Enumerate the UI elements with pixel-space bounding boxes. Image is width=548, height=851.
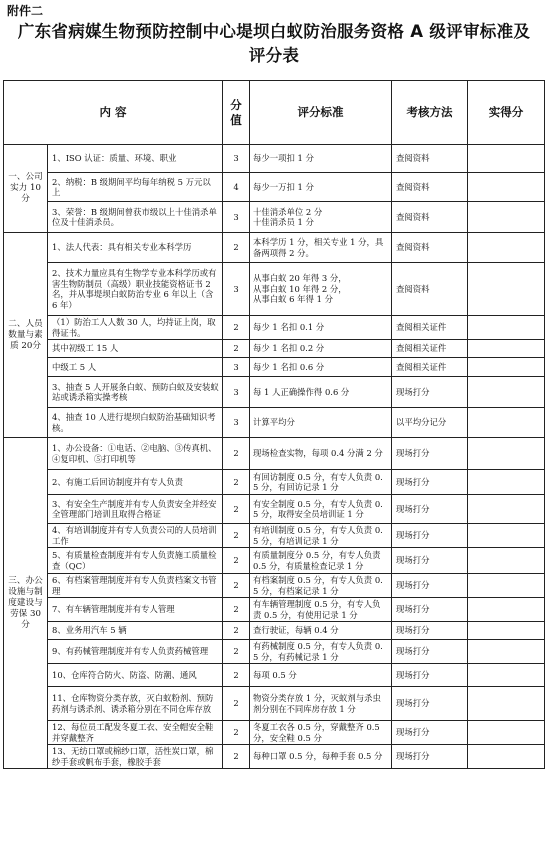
- item-content: 1、ISO 认证：质量、环境、职业: [48, 145, 223, 173]
- item-method: 现场打分: [392, 524, 468, 548]
- section-name: 一、公司实力 10分: [4, 145, 48, 233]
- table-row: [4, 640, 545, 664]
- item-score: 2: [223, 340, 250, 358]
- title-line-2: 评分表: [248, 46, 300, 65]
- item-content: 13、无纺口罩或棉纱口罩，活性炭口罩，棉纱手套或帆布手套，橡胶手套: [48, 745, 223, 769]
- table-row: [4, 574, 545, 598]
- header-method: 考核方法: [392, 81, 468, 145]
- table-row: [4, 598, 545, 622]
- item-content: 其中初级工 15 人: [48, 340, 223, 358]
- item-content: 8、业务用汽车 5 辆: [48, 622, 223, 640]
- item-standard: 每少 1 名扣 0.6 分: [250, 358, 392, 377]
- item-content: 2、纳税：B 级期间平均每年纳税 5 万元以上: [48, 173, 223, 202]
- table-row: [4, 358, 545, 377]
- title-line-1: 广东省病媒生物预防控制中心堤坝白蚁防治服务资格 A 级评审标准及: [17, 22, 531, 41]
- item-content: 1、法人代表：具有相关专业本科学历: [48, 233, 223, 263]
- item-actual-score: [468, 687, 545, 721]
- item-method: 现场打分: [392, 622, 468, 640]
- item-method: 现场打分: [392, 495, 468, 524]
- item-standard: 每项 0.5 分: [250, 664, 392, 687]
- table-row: [4, 524, 545, 548]
- item-score: 3: [223, 408, 250, 438]
- item-actual-score: [468, 316, 545, 340]
- item-method: 现场打分: [392, 377, 468, 408]
- item-actual-score: [468, 574, 545, 598]
- table-row: [4, 340, 545, 358]
- item-score: 2: [223, 316, 250, 340]
- item-actual-score: [468, 377, 545, 408]
- table-row: [4, 438, 545, 470]
- item-actual-score: [468, 173, 545, 202]
- table-row: [4, 202, 545, 233]
- item-method: 现场打分: [392, 438, 468, 470]
- item-method: 查阅资料: [392, 202, 468, 233]
- item-actual-score: [468, 745, 545, 769]
- item-score: 3: [223, 202, 250, 233]
- item-score: 2: [223, 598, 250, 622]
- header-standard: 评分标准: [250, 81, 392, 145]
- item-content: 中级工 5 人: [48, 358, 223, 377]
- item-score: 4: [223, 173, 250, 202]
- table-row: [4, 408, 545, 438]
- item-content: 2、技术力量应具有生物学专业本科学历或有害生物防制员（高级）职业技能资格证书 2 名，并从事堤坝白蚁防治专业 6 年以上（含 6 年）: [48, 263, 223, 316]
- item-method: 查阅资料: [392, 173, 468, 202]
- item-score: 3: [223, 358, 250, 377]
- table-row: [4, 622, 545, 640]
- item-method: 查阅相关证件: [392, 340, 468, 358]
- item-score: 2: [223, 233, 250, 263]
- item-standard: 每少 1 名扣 0.1 分: [250, 316, 392, 340]
- item-standard: 十佳消杀单位 2 分 十佳消杀员 1 分: [250, 202, 392, 233]
- item-actual-score: [468, 495, 545, 524]
- section-name: 二、人员数量与素质 20分: [4, 233, 48, 438]
- item-score: 2: [223, 664, 250, 687]
- item-actual-score: [468, 524, 545, 548]
- item-actual-score: [468, 438, 545, 470]
- item-score: 2: [223, 548, 250, 574]
- item-method: 现场打分: [392, 687, 468, 721]
- table-row: [4, 470, 545, 495]
- item-score: 2: [223, 524, 250, 548]
- item-score: 2: [223, 438, 250, 470]
- item-content: 4、有培训制度并有专人负责公司的人员培训工作: [48, 524, 223, 548]
- item-method: 以平均分记分: [392, 408, 468, 438]
- table-row: [4, 173, 545, 202]
- table-row: [4, 233, 545, 263]
- header-score: 分值: [223, 81, 250, 145]
- item-standard: 有车辆管理制度 0.5 分，有专人负责 0.5 分，有使用记录 1 分: [250, 598, 392, 622]
- item-standard: 有药械制度 0.5 分，有专人负责 0.5 分，有药械记录 1 分: [250, 640, 392, 664]
- item-method: 查阅相关证件: [392, 316, 468, 340]
- item-actual-score: [468, 145, 545, 173]
- item-method: 查阅相关证件: [392, 358, 468, 377]
- item-actual-score: [468, 470, 545, 495]
- item-content: 2、有施工后回访制度并有专人负责: [48, 470, 223, 495]
- item-score: 2: [223, 495, 250, 524]
- item-content: 6、有档案管理制度并有专人负责档案文书管理: [48, 574, 223, 598]
- item-content: 4、抽查 10 人进行堤坝白蚁防治基础知识考核。: [48, 408, 223, 438]
- item-actual-score: [468, 263, 545, 316]
- table-row: [4, 316, 545, 340]
- table-row: [4, 745, 545, 769]
- item-standard: 有质量制度分 0.5 分，有专人负责 0.5 分，有质量检查记录 1 分: [250, 548, 392, 574]
- item-actual-score: [468, 340, 545, 358]
- item-content: 3、荣誉：B 级期间曾获市级以上十佳消杀单位及十佳消杀员。: [48, 202, 223, 233]
- table-row: [4, 145, 545, 173]
- item-standard: 查行驶证，每辆 0.4 分: [250, 622, 392, 640]
- item-actual-score: [468, 233, 545, 263]
- item-standard: 每少一项扣 1 分: [250, 145, 392, 173]
- item-actual-score: [468, 202, 545, 233]
- item-standard: 每少 1 名扣 0.2 分: [250, 340, 392, 358]
- item-content: （1）防治工人人数 30 人，均持证上岗，取得证书。: [48, 316, 223, 340]
- page-title: [0, 20, 548, 68]
- table-row: [4, 687, 545, 721]
- item-method: 现场打分: [392, 640, 468, 664]
- item-method: 现场打分: [392, 574, 468, 598]
- table-row: [4, 721, 545, 745]
- item-standard: 现场检查实物，每项 0.4 分满 2 分: [250, 438, 392, 470]
- item-score: 3: [223, 377, 250, 408]
- table-row: [4, 263, 545, 316]
- item-score: 2: [223, 721, 250, 745]
- item-content: 7、有车辆管理制度并有专人管理: [48, 598, 223, 622]
- item-method: 现场打分: [392, 598, 468, 622]
- item-standard: 有安全制度 0.5 分，有专人负责 0.5 分，取得安全员培训证 1 分: [250, 495, 392, 524]
- item-actual-score: [468, 622, 545, 640]
- item-content: 3、有安全生产制度并有专人负责安全并经安全管理部门培训且取得合格证: [48, 495, 223, 524]
- item-standard: 每 1 人正确操作得 0.6 分: [250, 377, 392, 408]
- item-actual-score: [468, 408, 545, 438]
- item-content: 1、办公设备：①电话、②电脑、③传真机、④复印机、⑤打印机等: [48, 438, 223, 470]
- item-method: 查阅资料: [392, 145, 468, 173]
- item-standard: 冬夏工衣各 0.5 分，穿戴整齐 0.5 分，安全鞋 0.5 分: [250, 721, 392, 745]
- item-content: 11、仓库物资分类存放，灭白蚁粉剂、预防药剂与诱杀剂、诱杀箱分别在不同仓库存放: [48, 687, 223, 721]
- item-method: 查阅资料: [392, 263, 468, 316]
- item-method: 现场打分: [392, 470, 468, 495]
- item-standard: 物资分类存放 1 分，灭蚁剂与杀虫剂分别在不同库房存放 1 分: [250, 687, 392, 721]
- table-row: [4, 548, 545, 574]
- item-method: 现场打分: [392, 664, 468, 687]
- item-score: 3: [223, 145, 250, 173]
- item-standard: 每少一万扣 1 分: [250, 173, 392, 202]
- table-row: [4, 495, 545, 524]
- section-name: 三、办公设施与制度建设与劳保 30分: [4, 438, 48, 769]
- item-actual-score: [468, 664, 545, 687]
- item-actual-score: [468, 548, 545, 574]
- table-body: [4, 145, 545, 769]
- item-score: 2: [223, 622, 250, 640]
- item-content: 12、每位员工配发冬夏工衣、安全帽安全鞋并穿戴整齐: [48, 721, 223, 745]
- item-method: 现场打分: [392, 721, 468, 745]
- attachment-label: 附件二: [7, 4, 44, 18]
- item-score: 2: [223, 687, 250, 721]
- item-score: 2: [223, 745, 250, 769]
- item-score: 3: [223, 263, 250, 316]
- item-content: 9、有药械管理制度并有专人负责药械管理: [48, 640, 223, 664]
- item-standard: 有培训制度 0.5 分，有专人负责 0.5 分，有培训记录 1 分: [250, 524, 392, 548]
- item-standard: 计算平均分: [250, 408, 392, 438]
- item-content: 10、仓库符合防火、防盗、防潮、通风: [48, 664, 223, 687]
- scoring-table: [3, 80, 545, 769]
- header-actual: 实得分: [468, 81, 545, 145]
- item-standard: 有档案制度 0.5 分，有专人负责 0.5 分，有档案记录 1 分: [250, 574, 392, 598]
- item-actual-score: [468, 358, 545, 377]
- item-standard: 有回访制度 0.5 分，有专人负责 0.5 分，有回访记录 1 分: [250, 470, 392, 495]
- header-content: 内 容: [4, 81, 223, 145]
- item-standard: 每种口罩 0.5 分，每种手套 0.5 分: [250, 745, 392, 769]
- table-row: [4, 664, 545, 687]
- item-standard: 从事白蚁 20 年得 3 分， 从事白蚁 10 年得 2 分， 从事白蚁 6 年得 1 分: [250, 263, 392, 316]
- header-row: [4, 81, 545, 145]
- item-actual-score: [468, 721, 545, 745]
- item-method: 查阅资料: [392, 233, 468, 263]
- item-score: 2: [223, 574, 250, 598]
- table-row: [4, 377, 545, 408]
- item-actual-score: [468, 640, 545, 664]
- item-method: 现场打分: [392, 548, 468, 574]
- item-actual-score: [468, 598, 545, 622]
- item-score: 2: [223, 470, 250, 495]
- item-content: 3、抽查 5 人开展条白蚁、预防白蚁及安装蚁站或诱杀箱实操考核: [48, 377, 223, 408]
- item-score: 2: [223, 640, 250, 664]
- item-standard: 本科学历 1 分，相关专业 1 分，具备两项得 2 分。: [250, 233, 392, 263]
- item-content: 5、有质量检查制度并有专人负责施工质量检查（QC）: [48, 548, 223, 574]
- item-method: 现场打分: [392, 745, 468, 769]
